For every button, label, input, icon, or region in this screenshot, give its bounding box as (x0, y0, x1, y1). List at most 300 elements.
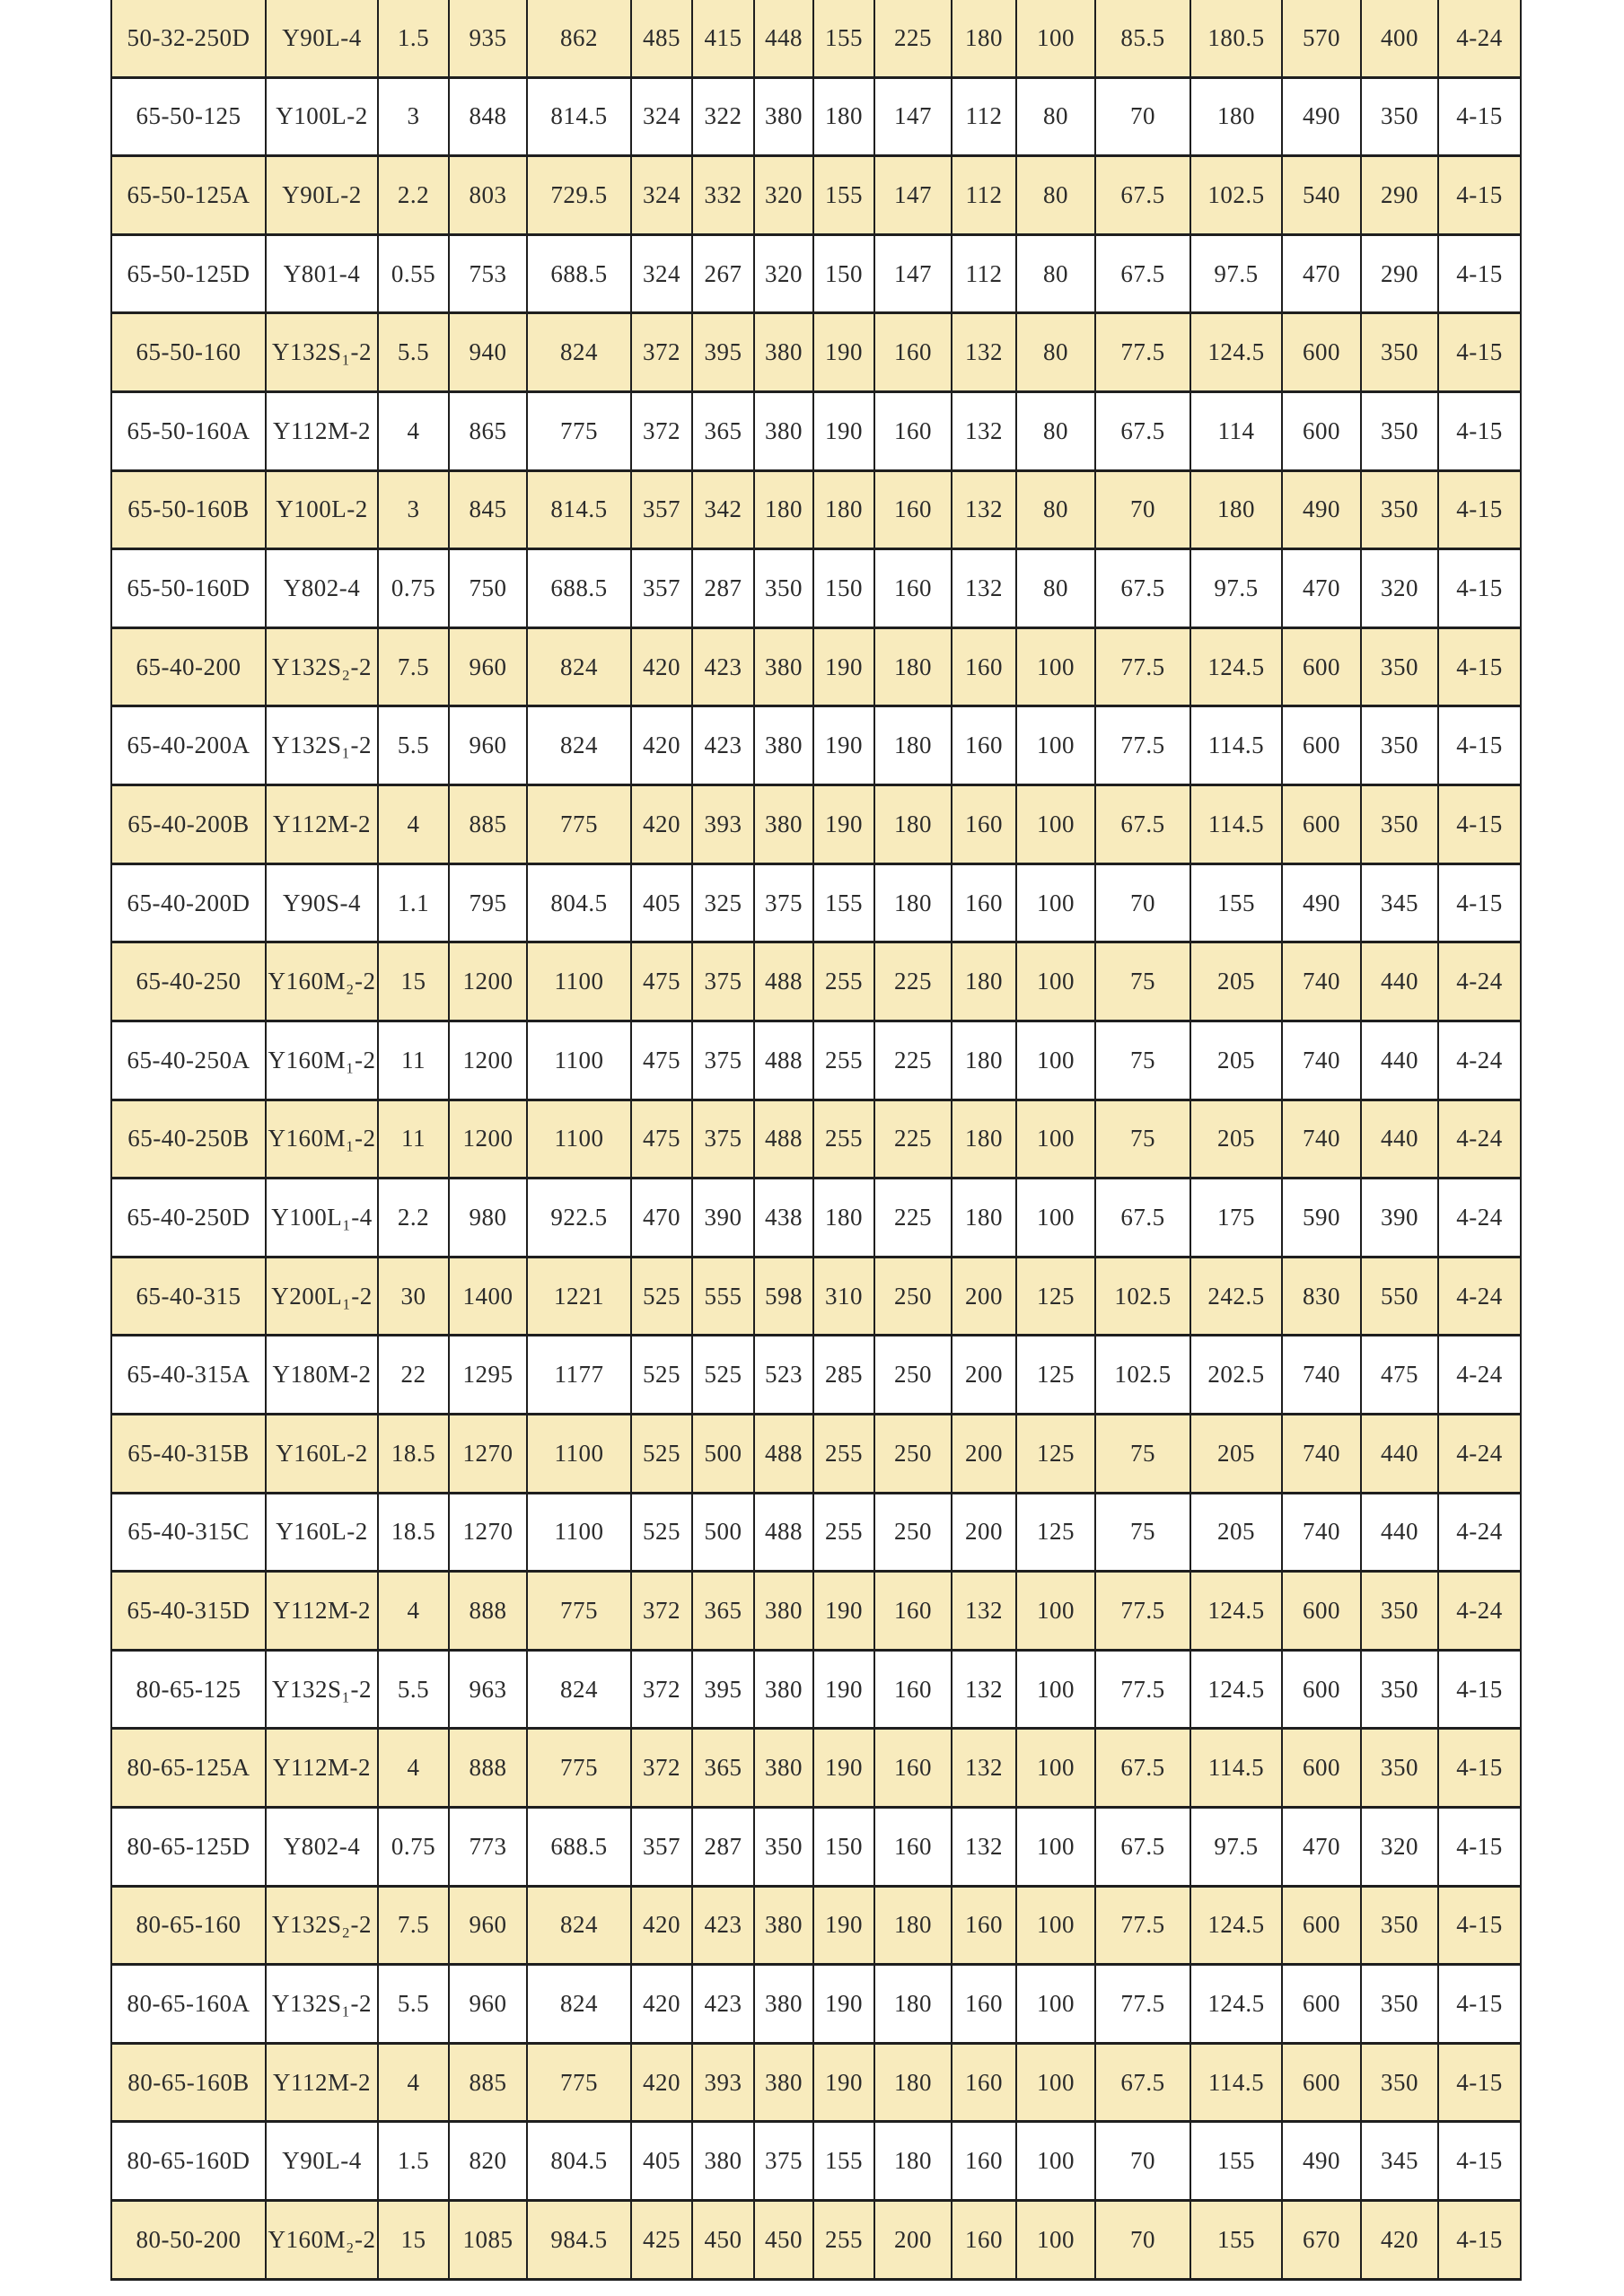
value-cell: 160 (952, 786, 1017, 865)
value-cell: 102.5 (1096, 1258, 1191, 1337)
value-cell: 688.5 (528, 550, 632, 629)
value-cell: 960 (450, 1966, 528, 2045)
value-cell: 125 (1017, 1494, 1096, 1573)
value-cell: 470 (632, 1179, 693, 1258)
value-cell: 1221 (528, 1258, 632, 1337)
pump-model-cell: 65-40-250B (112, 1101, 267, 1180)
power-value-cell: 1.5 (379, 0, 450, 79)
value-cell: 395 (693, 314, 755, 393)
value-cell: 285 (814, 1336, 875, 1415)
bolt-spec-cell: 4-24 (1439, 1573, 1522, 1652)
value-cell: 490 (1283, 472, 1362, 551)
value-cell: 372 (632, 1652, 693, 1731)
value-cell: 380 (755, 314, 814, 393)
value-cell: 523 (755, 1336, 814, 1415)
value-cell: 320 (755, 157, 814, 236)
value-cell: 150 (814, 550, 875, 629)
value-cell: 150 (814, 236, 875, 315)
value-cell: 820 (450, 2123, 528, 2202)
value-cell: 470 (1283, 550, 1362, 629)
pump-model-cell: 65-40-250 (112, 943, 267, 1022)
value-cell: 375 (693, 1101, 755, 1180)
value-cell: 525 (632, 1415, 693, 1494)
value-cell: 112 (952, 79, 1017, 158)
value-cell: 102.5 (1191, 157, 1283, 236)
table-row (112, 1101, 1522, 1180)
value-cell: 405 (632, 2123, 693, 2202)
power-value-cell: 0.75 (379, 1809, 450, 1888)
value-cell: 773 (450, 1809, 528, 1888)
value-cell: 350 (1362, 2045, 1439, 2124)
value-cell: 380 (755, 1652, 814, 1731)
value-cell: 67.5 (1096, 1179, 1191, 1258)
value-cell: 80 (1017, 314, 1096, 393)
value-cell: 1100 (528, 1415, 632, 1494)
value-cell: 180 (952, 0, 1017, 79)
value-cell: 845 (450, 472, 528, 551)
value-cell: 147 (875, 157, 952, 236)
pump-model-cell: 80-65-125 (112, 1652, 267, 1731)
value-cell: 350 (1362, 79, 1439, 158)
value-cell: 67.5 (1096, 236, 1191, 315)
value-cell: 350 (1362, 393, 1439, 472)
value-cell: 100 (1017, 2045, 1096, 2124)
value-cell: 155 (814, 865, 875, 944)
motor-model-cell: Y100L-2 (267, 472, 379, 551)
motor-model-cell: Y132S₁-2 (267, 707, 379, 786)
value-cell: 97.5 (1191, 236, 1283, 315)
motor-model-cell: Y160M₁-2 (267, 1101, 379, 1180)
motor-model-cell: Y100L-2 (267, 79, 379, 158)
value-cell: 155 (814, 2123, 875, 2202)
pump-model-cell: 65-50-160B (112, 472, 267, 551)
value-cell: 740 (1283, 1101, 1362, 1180)
motor-model-cell: Y132S₂-2 (267, 629, 379, 708)
value-cell: 160 (952, 707, 1017, 786)
value-cell: 775 (528, 393, 632, 472)
value-cell: 255 (814, 1101, 875, 1180)
value-cell: 600 (1283, 393, 1362, 472)
bolt-spec-cell: 4-15 (1439, 1888, 1522, 1967)
value-cell: 740 (1283, 943, 1362, 1022)
table-row (112, 1494, 1522, 1573)
value-cell: 100 (1017, 629, 1096, 708)
power-value-cell: 0.55 (379, 236, 450, 315)
motor-model-cell: Y112M-2 (267, 2045, 379, 2124)
value-cell: 80 (1017, 472, 1096, 551)
value-cell: 393 (693, 786, 755, 865)
value-cell: 255 (814, 1415, 875, 1494)
value-cell: 70 (1096, 472, 1191, 551)
value-cell: 255 (814, 2202, 875, 2281)
value-cell: 848 (450, 79, 528, 158)
value-cell: 114.5 (1191, 1730, 1283, 1809)
value-cell: 250 (875, 1336, 952, 1415)
value-cell: 740 (1283, 1336, 1362, 1415)
value-cell: 132 (952, 314, 1017, 393)
pump-model-cell: 50-32-250D (112, 0, 267, 79)
table-row (112, 393, 1522, 472)
value-cell: 67.5 (1096, 2045, 1191, 2124)
value-cell: 147 (875, 236, 952, 315)
value-cell: 102.5 (1096, 1336, 1191, 1415)
value-cell: 345 (1362, 865, 1439, 944)
value-cell: 753 (450, 236, 528, 315)
motor-model-cell: Y90L-4 (267, 0, 379, 79)
value-cell: 100 (1017, 786, 1096, 865)
value-cell: 67.5 (1096, 550, 1191, 629)
value-cell: 775 (528, 2045, 632, 2124)
value-cell: 180 (814, 472, 875, 551)
table-row (112, 1730, 1522, 1809)
value-cell: 380 (755, 1573, 814, 1652)
motor-model-cell: Y801-4 (267, 236, 379, 315)
value-cell: 180 (875, 786, 952, 865)
value-cell: 100 (1017, 2123, 1096, 2202)
value-cell: 450 (755, 2202, 814, 2281)
power-value-cell: 2.2 (379, 157, 450, 236)
value-cell: 470 (1283, 1809, 1362, 1888)
value-cell: 380 (755, 1730, 814, 1809)
power-value-cell: 5.5 (379, 1652, 450, 1731)
value-cell: 350 (1362, 1652, 1439, 1731)
motor-model-cell: Y90S-4 (267, 865, 379, 944)
value-cell: 350 (1362, 1573, 1439, 1652)
value-cell: 740 (1283, 1494, 1362, 1573)
power-value-cell: 1.5 (379, 2123, 450, 2202)
value-cell: 1400 (450, 1258, 528, 1337)
bolt-spec-cell: 4-15 (1439, 393, 1522, 472)
power-value-cell: 5.5 (379, 1966, 450, 2045)
value-cell: 440 (1362, 1415, 1439, 1494)
value-cell: 77.5 (1096, 1652, 1191, 1731)
value-cell: 1200 (450, 1022, 528, 1101)
table-row (112, 1022, 1522, 1101)
value-cell: 598 (755, 1258, 814, 1337)
pump-model-cell: 65-40-250D (112, 1179, 267, 1258)
value-cell: 423 (693, 1966, 755, 2045)
value-cell: 390 (693, 1179, 755, 1258)
value-cell: 200 (952, 1415, 1017, 1494)
value-cell: 448 (755, 0, 814, 79)
value-cell: 242.5 (1191, 1258, 1283, 1337)
table-row (112, 629, 1522, 708)
value-cell: 555 (693, 1258, 755, 1337)
value-cell: 80 (1017, 550, 1096, 629)
table-row (112, 1258, 1522, 1337)
value-cell: 124.5 (1191, 629, 1283, 708)
value-cell: 405 (632, 865, 693, 944)
motor-model-cell: Y90L-4 (267, 2123, 379, 2202)
value-cell: 600 (1283, 707, 1362, 786)
value-cell: 375 (693, 1022, 755, 1101)
value-cell: 124.5 (1191, 1888, 1283, 1967)
value-cell: 205 (1191, 943, 1283, 1022)
value-cell: 380 (755, 629, 814, 708)
value-cell: 322 (693, 79, 755, 158)
value-cell: 155 (814, 0, 875, 79)
value-cell: 160 (952, 865, 1017, 944)
pump-model-cell: 65-50-125 (112, 79, 267, 158)
value-cell: 255 (814, 1022, 875, 1101)
value-cell: 200 (875, 2202, 952, 2281)
value-cell: 488 (755, 1415, 814, 1494)
value-cell: 75 (1096, 1101, 1191, 1180)
value-cell: 310 (814, 1258, 875, 1337)
value-cell: 112 (952, 236, 1017, 315)
table-row (112, 79, 1522, 158)
value-cell: 100 (1017, 1888, 1096, 1967)
value-cell: 372 (632, 1730, 693, 1809)
value-cell: 372 (632, 314, 693, 393)
value-cell: 100 (1017, 2202, 1096, 2281)
value-cell: 963 (450, 1652, 528, 1731)
value-cell: 380 (693, 2123, 755, 2202)
value-cell: 824 (528, 707, 632, 786)
value-cell: 380 (755, 1966, 814, 2045)
value-cell: 67.5 (1096, 393, 1191, 472)
value-cell: 420 (632, 1888, 693, 1967)
value-cell: 525 (632, 1336, 693, 1415)
value-cell: 180 (875, 629, 952, 708)
value-cell: 290 (1362, 236, 1439, 315)
value-cell: 160 (952, 2202, 1017, 2281)
value-cell: 190 (814, 1573, 875, 1652)
value-cell: 225 (875, 1022, 952, 1101)
power-value-cell: 3 (379, 79, 450, 158)
value-cell: 160 (875, 1730, 952, 1809)
pump-model-cell: 80-65-125D (112, 1809, 267, 1888)
value-cell: 1100 (528, 943, 632, 1022)
value-cell: 190 (814, 1966, 875, 2045)
table-row (112, 236, 1522, 315)
power-value-cell: 4 (379, 1730, 450, 1809)
value-cell: 200 (952, 1494, 1017, 1573)
value-cell: 350 (755, 1809, 814, 1888)
value-cell: 190 (814, 314, 875, 393)
value-cell: 342 (693, 472, 755, 551)
motor-model-cell: Y132S₁-2 (267, 1966, 379, 2045)
value-cell: 888 (450, 1573, 528, 1652)
value-cell: 160 (952, 2123, 1017, 2202)
value-cell: 320 (1362, 550, 1439, 629)
value-cell: 180 (875, 1966, 952, 2045)
value-cell: 670 (1283, 2202, 1362, 2281)
power-value-cell: 4 (379, 1573, 450, 1652)
table-row (112, 707, 1522, 786)
value-cell: 600 (1283, 1730, 1362, 1809)
value-cell: 287 (693, 550, 755, 629)
value-cell: 124.5 (1191, 314, 1283, 393)
value-cell: 570 (1283, 0, 1362, 79)
value-cell: 160 (875, 393, 952, 472)
value-cell: 488 (755, 943, 814, 1022)
value-cell: 1200 (450, 943, 528, 1022)
value-cell: 100 (1017, 865, 1096, 944)
value-cell: 1270 (450, 1494, 528, 1573)
table-body (112, 0, 1522, 2281)
value-cell: 960 (450, 707, 528, 786)
motor-model-cell: Y160M₂-2 (267, 943, 379, 1022)
value-cell: 160 (875, 314, 952, 393)
value-cell: 112 (952, 157, 1017, 236)
value-cell: 500 (693, 1415, 755, 1494)
value-cell: 124.5 (1191, 1652, 1283, 1731)
bolt-spec-cell: 4-15 (1439, 1966, 1522, 2045)
value-cell: 600 (1283, 1652, 1362, 1731)
bolt-spec-cell: 4-15 (1439, 1652, 1522, 1731)
value-cell: 350 (1362, 707, 1439, 786)
value-cell: 345 (1362, 2123, 1439, 2202)
value-cell: 325 (693, 865, 755, 944)
table-row (112, 2202, 1522, 2281)
value-cell: 440 (1362, 1101, 1439, 1180)
value-cell: 814.5 (528, 472, 632, 551)
value-cell: 372 (632, 1573, 693, 1652)
value-cell: 100 (1017, 1101, 1096, 1180)
value-cell: 75 (1096, 1494, 1191, 1573)
bolt-spec-cell: 4-15 (1439, 157, 1522, 236)
pump-model-cell: 65-40-200D (112, 865, 267, 944)
value-cell: 250 (875, 1415, 952, 1494)
bolt-spec-cell: 4-15 (1439, 2045, 1522, 2124)
value-cell: 77.5 (1096, 314, 1191, 393)
pump-model-cell: 65-50-160A (112, 393, 267, 472)
value-cell: 114.5 (1191, 707, 1283, 786)
power-value-cell: 4 (379, 2045, 450, 2124)
value-cell: 440 (1362, 1022, 1439, 1101)
value-cell: 1085 (450, 2202, 528, 2281)
value-cell: 420 (632, 707, 693, 786)
value-cell: 180 (952, 943, 1017, 1022)
value-cell: 190 (814, 393, 875, 472)
value-cell: 688.5 (528, 236, 632, 315)
value-cell: 77.5 (1096, 1573, 1191, 1652)
value-cell: 400 (1362, 0, 1439, 79)
value-cell: 114 (1191, 393, 1283, 472)
value-cell: 488 (755, 1101, 814, 1180)
value-cell: 525 (693, 1336, 755, 1415)
value-cell: 324 (632, 79, 693, 158)
value-cell: 175 (1191, 1179, 1283, 1258)
table-row (112, 1888, 1522, 1967)
value-cell: 960 (450, 1888, 528, 1967)
power-value-cell: 3 (379, 472, 450, 551)
table-row (112, 2045, 1522, 2124)
value-cell: 75 (1096, 943, 1191, 1022)
value-cell: 380 (755, 393, 814, 472)
power-value-cell: 11 (379, 1101, 450, 1180)
value-cell: 100 (1017, 1179, 1096, 1258)
value-cell: 180.5 (1191, 0, 1283, 79)
value-cell: 1100 (528, 1022, 632, 1101)
power-value-cell: 22 (379, 1336, 450, 1415)
value-cell: 450 (693, 2202, 755, 2281)
value-cell: 440 (1362, 1494, 1439, 1573)
value-cell: 393 (693, 2045, 755, 2124)
motor-model-cell: Y200L₁-2 (267, 1258, 379, 1337)
value-cell: 795 (450, 865, 528, 944)
motor-model-cell: Y160L-2 (267, 1415, 379, 1494)
value-cell: 775 (528, 1573, 632, 1652)
value-cell: 375 (755, 865, 814, 944)
value-cell: 688.5 (528, 1809, 632, 1888)
value-cell: 287 (693, 1809, 755, 1888)
table-row (112, 472, 1522, 551)
value-cell: 357 (632, 550, 693, 629)
pump-model-cell: 80-50-200 (112, 2202, 267, 2281)
value-cell: 375 (755, 2123, 814, 2202)
value-cell: 77.5 (1096, 1966, 1191, 2045)
value-cell: 740 (1283, 1022, 1362, 1101)
table-row (112, 943, 1522, 1022)
value-cell: 100 (1017, 1809, 1096, 1888)
value-cell: 180 (875, 865, 952, 944)
value-cell: 332 (693, 157, 755, 236)
value-cell: 190 (814, 1888, 875, 1967)
bolt-spec-cell: 4-15 (1439, 236, 1522, 315)
value-cell: 132 (952, 1730, 1017, 1809)
value-cell: 423 (693, 1888, 755, 1967)
table-row (112, 865, 1522, 944)
value-cell: 1100 (528, 1101, 632, 1180)
value-cell: 80 (1017, 157, 1096, 236)
value-cell: 490 (1283, 865, 1362, 944)
value-cell: 775 (528, 786, 632, 865)
power-value-cell: 5.5 (379, 707, 450, 786)
value-cell: 114.5 (1191, 2045, 1283, 2124)
motor-model-cell: Y132S₁-2 (267, 314, 379, 393)
motor-model-cell: Y90L-2 (267, 157, 379, 236)
value-cell: 885 (450, 2045, 528, 2124)
value-cell: 155 (1191, 2123, 1283, 2202)
value-cell: 365 (693, 1730, 755, 1809)
bolt-spec-cell: 4-15 (1439, 2202, 1522, 2281)
value-cell: 132 (952, 550, 1017, 629)
value-cell: 485 (632, 0, 693, 79)
pump-model-cell: 80-65-160B (112, 2045, 267, 2124)
value-cell: 160 (952, 2045, 1017, 2124)
value-cell: 180 (875, 2123, 952, 2202)
table-row (112, 314, 1522, 393)
power-value-cell: 18.5 (379, 1415, 450, 1494)
value-cell: 390 (1362, 1179, 1439, 1258)
bolt-spec-cell: 4-24 (1439, 1336, 1522, 1415)
bolt-spec-cell: 4-15 (1439, 314, 1522, 393)
value-cell: 114.5 (1191, 786, 1283, 865)
value-cell: 250 (875, 1258, 952, 1337)
motor-model-cell: Y180M-2 (267, 1336, 379, 1415)
value-cell: 600 (1283, 786, 1362, 865)
pump-model-cell: 65-50-160D (112, 550, 267, 629)
value-cell: 420 (632, 1966, 693, 2045)
value-cell: 420 (632, 629, 693, 708)
value-cell: 365 (693, 1573, 755, 1652)
bolt-spec-cell: 4-15 (1439, 472, 1522, 551)
value-cell: 438 (755, 1179, 814, 1258)
value-cell: 1100 (528, 1494, 632, 1573)
table-row (112, 550, 1522, 629)
value-cell: 160 (875, 550, 952, 629)
value-cell: 600 (1283, 2045, 1362, 2124)
value-cell: 380 (755, 2045, 814, 2124)
value-cell: 190 (814, 1652, 875, 1731)
value-cell: 180 (875, 707, 952, 786)
value-cell: 500 (693, 1494, 755, 1573)
value-cell: 125 (1017, 1336, 1096, 1415)
value-cell: 600 (1283, 1573, 1362, 1652)
value-cell: 862 (528, 0, 632, 79)
